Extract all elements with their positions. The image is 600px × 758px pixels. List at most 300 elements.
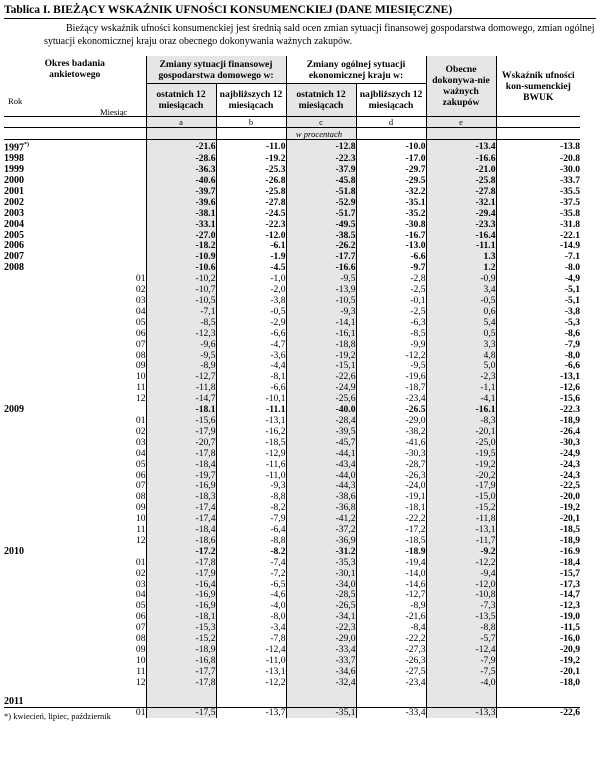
value-c: -39,5 [286, 427, 356, 438]
month-cell: 05 [135, 601, 146, 612]
value-e: -27.8 [426, 187, 496, 198]
value-e: -8,3 [426, 416, 496, 427]
month-cell: 07 [135, 481, 146, 492]
month-cell: 03 [135, 579, 146, 590]
month-row [4, 340, 580, 351]
value-bwuk: -3,8 [496, 307, 580, 318]
value-bwuk: -33.7 [496, 176, 580, 187]
value-b: -1.9 [216, 252, 286, 263]
year-cell [4, 525, 78, 536]
value-a: -40.6 [146, 176, 216, 187]
year-cell [4, 645, 78, 656]
month-row [4, 667, 580, 678]
year-cell [4, 503, 78, 514]
value-d: -8,5 [356, 329, 426, 340]
month-row [4, 569, 580, 580]
value-c: -22,6 [286, 372, 356, 383]
month-cell [78, 405, 146, 416]
month-cell [78, 697, 146, 708]
year-cell [4, 438, 78, 449]
value-b: -11.1 [216, 405, 286, 416]
month-row [4, 351, 580, 362]
month-row [4, 416, 580, 427]
value-e: 1.2 [426, 263, 496, 274]
year-cell [4, 220, 78, 231]
year-label: 2004 [4, 219, 24, 230]
year-row [4, 154, 580, 165]
year-cell [4, 383, 78, 394]
value-c: -45.8 [286, 176, 356, 187]
value-bwuk: -5,3 [496, 318, 580, 329]
value-b: -26.8 [216, 176, 286, 187]
value-a: -17.2 [146, 547, 216, 558]
value-c: -31.2 [286, 547, 356, 558]
value-bwuk: -18,0 [496, 678, 580, 689]
value-bwuk: -20,0 [496, 492, 580, 503]
value-a: -16,9 [146, 590, 216, 601]
value-bwuk: -37.5 [496, 198, 580, 209]
value-b: -6,6 [216, 383, 286, 394]
year-row [4, 252, 580, 263]
value-c: -12.8 [286, 140, 356, 155]
unit-cell-c [286, 128, 356, 140]
year-cell [4, 569, 78, 580]
value-a: -10.6 [146, 263, 216, 274]
value-c: -17.7 [286, 252, 356, 263]
value-e: -4,0 [426, 678, 496, 689]
value-bwuk: -22.1 [496, 231, 580, 242]
value-e: -17,9 [426, 481, 496, 492]
month-cell: 12 [135, 394, 146, 405]
year-cell [4, 427, 78, 438]
year-cell [4, 198, 78, 209]
rok-label: Rok [8, 96, 23, 106]
month-row [4, 481, 580, 492]
year-row [4, 140, 580, 155]
year-cell [4, 274, 78, 285]
year-row [4, 241, 580, 252]
value-c: -26,5 [286, 601, 356, 612]
value-bwuk: -19,2 [496, 503, 580, 514]
value-b: -4.5 [216, 263, 286, 274]
year-cell [4, 481, 78, 492]
value-b: -25.8 [216, 187, 286, 198]
year-label: 2005 [4, 230, 24, 241]
value-d: -27,5 [356, 667, 426, 678]
value-bwuk: -8,6 [496, 329, 580, 340]
value-e: 3,4 [426, 285, 496, 296]
value-c: -35,3 [286, 558, 356, 569]
value-d: -26,3 [356, 656, 426, 667]
month-row [4, 372, 580, 383]
value-e: -13,1 [426, 525, 496, 536]
month-cell: 01 [135, 274, 146, 285]
value-a: -18.2 [146, 241, 216, 252]
value-d: -35.1 [356, 198, 426, 209]
value-a: -16,9 [146, 481, 216, 492]
value-c: -19,2 [286, 351, 356, 362]
year-cell [4, 678, 78, 689]
month-row [4, 601, 580, 612]
value-a: -8,9 [146, 361, 216, 372]
footnote: *) kwiecień, lipiec, październik [4, 711, 111, 721]
value-c: -44,0 [286, 471, 356, 482]
value-c: -22.3 [286, 154, 356, 165]
col-b-header: najbliższych 12 miesiącach [216, 84, 286, 117]
month-cell: 06 [135, 612, 146, 623]
month-row [4, 656, 580, 667]
year-cell [4, 140, 78, 155]
month-row [4, 590, 580, 601]
bwuk-table [4, 56, 580, 718]
value-a: -12,3 [146, 329, 216, 340]
year-cell [4, 590, 78, 601]
year-cell [4, 405, 78, 416]
year-row [4, 176, 580, 187]
month-row [4, 361, 580, 372]
year-cell [4, 209, 78, 220]
month-cell: 09 [135, 361, 146, 372]
value-bwuk: -22,6 [496, 708, 580, 719]
year-cell [4, 656, 78, 667]
value-a: -28.6 [146, 154, 216, 165]
value-bwuk: -4,9 [496, 274, 580, 285]
month-cell: 11 [136, 525, 146, 536]
value-e: -16.4 [426, 231, 496, 242]
month-row [4, 383, 580, 394]
col-a-header: ostatnich 12 miesiącach [146, 84, 216, 117]
month-row [4, 274, 580, 285]
value-b: -11,0 [216, 471, 286, 482]
month-cell: 05 [135, 317, 146, 328]
year-cell [4, 285, 78, 296]
value-e: 4,8 [426, 351, 496, 362]
year-cell [4, 601, 78, 612]
year-cell [4, 241, 78, 252]
value-a: -17,4 [146, 503, 216, 514]
value-d: -23,4 [356, 394, 426, 405]
value-a: -14,7 [146, 394, 216, 405]
value-b: -18,5 [216, 438, 286, 449]
value-a: -11,8 [146, 383, 216, 394]
month-row [4, 471, 580, 482]
value-bwuk: -20,1 [496, 667, 580, 678]
month-cell: 09 [135, 645, 146, 656]
year-cell [4, 340, 78, 351]
value-bwuk: -26,4 [496, 427, 580, 438]
unit-label: w procentach [295, 128, 343, 139]
month-cell [78, 187, 146, 198]
year-label: 2008 [4, 263, 24, 274]
value-b: -11.0 [216, 140, 286, 155]
value-c: -44,3 [286, 481, 356, 492]
value-bwuk: -18,4 [496, 558, 580, 569]
year-cell [4, 231, 78, 242]
value-c: -36,8 [286, 503, 356, 514]
value-b: -4,7 [216, 340, 286, 351]
value-b: -13,7 [216, 708, 286, 719]
value-c: -10,5 [286, 296, 356, 307]
year-cell [4, 372, 78, 383]
value-a: -27.0 [146, 231, 216, 242]
value-c: -38,6 [286, 492, 356, 503]
value-e: -20,2 [426, 471, 496, 482]
value-bwuk: -15,7 [496, 569, 580, 580]
value-a: -9,6 [146, 340, 216, 351]
value-e: 0,5 [426, 329, 496, 340]
month-row [4, 645, 580, 656]
value-c: -24,9 [286, 383, 356, 394]
month-row [4, 492, 580, 503]
value-c: -34,6 [286, 667, 356, 678]
month-cell: 06 [135, 470, 146, 481]
value-c: -28,4 [286, 416, 356, 427]
value-c: -26.2 [286, 241, 356, 252]
value-e [426, 697, 496, 708]
value-a: -18,3 [146, 492, 216, 503]
value-d: -19,4 [356, 558, 426, 569]
month-row [4, 307, 580, 318]
month-cell: 10 [135, 514, 146, 525]
value-bwuk: -13.8 [496, 140, 580, 155]
value-e: -32.1 [426, 198, 496, 209]
value-b: -6,4 [216, 525, 286, 536]
value-c: -51.8 [286, 187, 356, 198]
value-e: 5,0 [426, 361, 496, 372]
year-cell [4, 307, 78, 318]
value-b: -16,2 [216, 427, 286, 438]
month-cell: 08 [135, 634, 146, 645]
value-bwuk: -12,3 [496, 601, 580, 612]
value-c: -51.7 [286, 209, 356, 220]
value-e: -7,9 [426, 656, 496, 667]
year-label: 2009 [4, 405, 24, 416]
value-c: -25,6 [286, 394, 356, 405]
value-a: -17,9 [146, 427, 216, 438]
month-cell: 01 [135, 415, 146, 426]
month-row [4, 329, 580, 340]
value-d: -24,0 [356, 481, 426, 492]
value-b: -4,6 [216, 590, 286, 601]
year-row [4, 231, 580, 242]
month-cell: 01 [135, 557, 146, 568]
value-b: -12,9 [216, 449, 286, 460]
year-cell [4, 187, 78, 198]
value-b: -2,0 [216, 285, 286, 296]
year-row [4, 198, 580, 209]
month-cell: 11 [136, 666, 146, 677]
year-cell [4, 176, 78, 187]
value-bwuk: -5,1 [496, 285, 580, 296]
year-label: 1998 [4, 154, 24, 165]
value-d: -6,3 [356, 318, 426, 329]
table-title: Tablica I. BIEŻĄCY WSKAŹNIK UFNOŚCI KONSUMENCKIEJ (DANE MIESIĘCZNE) [4, 2, 596, 19]
value-c: -30,1 [286, 569, 356, 580]
value-bwuk: -22.3 [496, 405, 580, 416]
year-cell [4, 634, 78, 645]
value-e: -1,1 [426, 383, 496, 394]
value-b: -1,0 [216, 274, 286, 285]
value-a: -7,1 [146, 307, 216, 318]
value-e: -15,2 [426, 503, 496, 514]
value-bwuk: -8,0 [496, 351, 580, 362]
month-cell: 04 [135, 590, 146, 601]
year-cell [4, 492, 78, 503]
footer-rule [4, 707, 580, 708]
month-row [4, 318, 580, 329]
letter-d: d [356, 117, 426, 128]
month-cell [78, 231, 146, 242]
unit-cell-b [216, 128, 286, 140]
value-e: -11.1 [426, 241, 496, 252]
value-d: -8,4 [356, 623, 426, 634]
value-b: -3,4 [216, 623, 286, 634]
value-b: -7,9 [216, 514, 286, 525]
value-c: -22,3 [286, 623, 356, 634]
value-e: -20,1 [426, 427, 496, 438]
value-b: -13,1 [216, 416, 286, 427]
value-a [146, 697, 216, 708]
month-row [4, 536, 580, 547]
value-e: -11,7 [426, 536, 496, 547]
period-header-label: Okres badania ankietowego [44, 58, 105, 80]
month-row [4, 503, 580, 514]
year-cell [4, 416, 78, 427]
year-label: 2010 [4, 546, 24, 557]
year-label: 2001 [4, 186, 24, 197]
month-cell: 09 [135, 503, 146, 514]
value-d: -17,2 [356, 525, 426, 536]
value-b: -7,2 [216, 569, 286, 580]
value-a: -36.3 [146, 165, 216, 176]
month-row [4, 580, 580, 591]
month-row [4, 285, 580, 296]
value-d: -19,1 [356, 492, 426, 503]
value-a: -17,5 [146, 708, 216, 719]
year-cell [4, 667, 78, 678]
value-e: -7,3 [426, 601, 496, 612]
year-label: 2007 [4, 252, 24, 263]
value-b: -2,9 [216, 318, 286, 329]
value-a: -19,7 [146, 471, 216, 482]
month-cell: 05 [135, 459, 146, 470]
value-e: -13.4 [426, 140, 496, 155]
value-c: -33,4 [286, 645, 356, 656]
month-cell [78, 241, 146, 252]
year-cell [4, 547, 78, 558]
value-a: -10,2 [146, 274, 216, 285]
month-cell [78, 209, 146, 220]
value-d: -9.7 [356, 263, 426, 274]
year-cell [4, 154, 78, 165]
value-bwuk: -8.0 [496, 263, 580, 274]
value-c: -49.5 [286, 220, 356, 231]
value-d: -14,6 [356, 580, 426, 591]
value-a: -9,5 [146, 351, 216, 362]
value-d: -16.7 [356, 231, 426, 242]
value-e: -23.3 [426, 220, 496, 231]
value-e: -0,5 [426, 296, 496, 307]
value-c: -9,3 [286, 307, 356, 318]
value-b: -22.3 [216, 220, 286, 231]
value-d: -30.8 [356, 220, 426, 231]
value-d: -2,5 [356, 285, 426, 296]
value-b: -8,8 [216, 492, 286, 503]
value-b [216, 697, 286, 708]
value-bwuk: -24,3 [496, 471, 580, 482]
group-household-header: Zmiany sytuacji finansowej gospodarstwa domowego w: [146, 56, 286, 84]
letter-bwuk-empty [496, 117, 580, 128]
value-e: -8,8 [426, 623, 496, 634]
month-cell: 11 [136, 383, 146, 394]
value-d: -29.5 [356, 176, 426, 187]
year-row [4, 165, 580, 176]
value-d: -38,2 [356, 427, 426, 438]
year-cell [4, 394, 78, 405]
month-row [4, 460, 580, 471]
year-label: 1997 [4, 142, 24, 154]
value-b: -4,4 [216, 361, 286, 372]
value-bwuk: -18,9 [496, 536, 580, 547]
value-b: -27.8 [216, 198, 286, 209]
month-cell [78, 198, 146, 209]
value-c: -9,5 [286, 274, 356, 285]
letters-spacer [4, 117, 146, 128]
year-row [4, 263, 580, 274]
value-bwuk: -20.8 [496, 154, 580, 165]
value-e: -25.8 [426, 176, 496, 187]
value-bwuk [496, 697, 580, 708]
col-e-header: Obecne dokonywa-nie ważnych zakupów [426, 56, 496, 117]
value-a: -15,3 [146, 623, 216, 634]
value-e: -15,0 [426, 492, 496, 503]
month-cell [78, 165, 146, 176]
value-bwuk: -18,9 [496, 416, 580, 427]
value-c: -32,4 [286, 678, 356, 689]
value-b: -25.3 [216, 165, 286, 176]
unit-cell-bwuk [496, 128, 580, 140]
value-a: -17,9 [146, 569, 216, 580]
value-bwuk: -18,5 [496, 525, 580, 536]
value-b: -12,2 [216, 678, 286, 689]
year-row [4, 547, 580, 558]
month-row [4, 394, 580, 405]
month-cell [78, 547, 146, 558]
month-cell: 03 [135, 296, 146, 307]
month-row [4, 438, 580, 449]
year-row [4, 209, 580, 220]
value-d: -9,5 [356, 361, 426, 372]
month-cell: 02 [135, 426, 146, 437]
value-c: -37,2 [286, 525, 356, 536]
value-bwuk: -35.5 [496, 187, 580, 198]
year-cell [4, 612, 78, 623]
month-cell: 08 [135, 492, 146, 503]
value-e: -25,0 [426, 438, 496, 449]
month-cell: 07 [135, 623, 146, 634]
value-c: -34,1 [286, 612, 356, 623]
value-d: -30,3 [356, 449, 426, 460]
value-b: -11,6 [216, 460, 286, 471]
value-a: -33.1 [146, 220, 216, 231]
value-b: -13,1 [216, 667, 286, 678]
value-a: -17,4 [146, 514, 216, 525]
year-cell [4, 449, 78, 460]
value-e: -5,7 [426, 634, 496, 645]
letter-c: c [286, 117, 356, 128]
value-e: -12,2 [426, 558, 496, 569]
year-label: 2002 [4, 197, 24, 208]
